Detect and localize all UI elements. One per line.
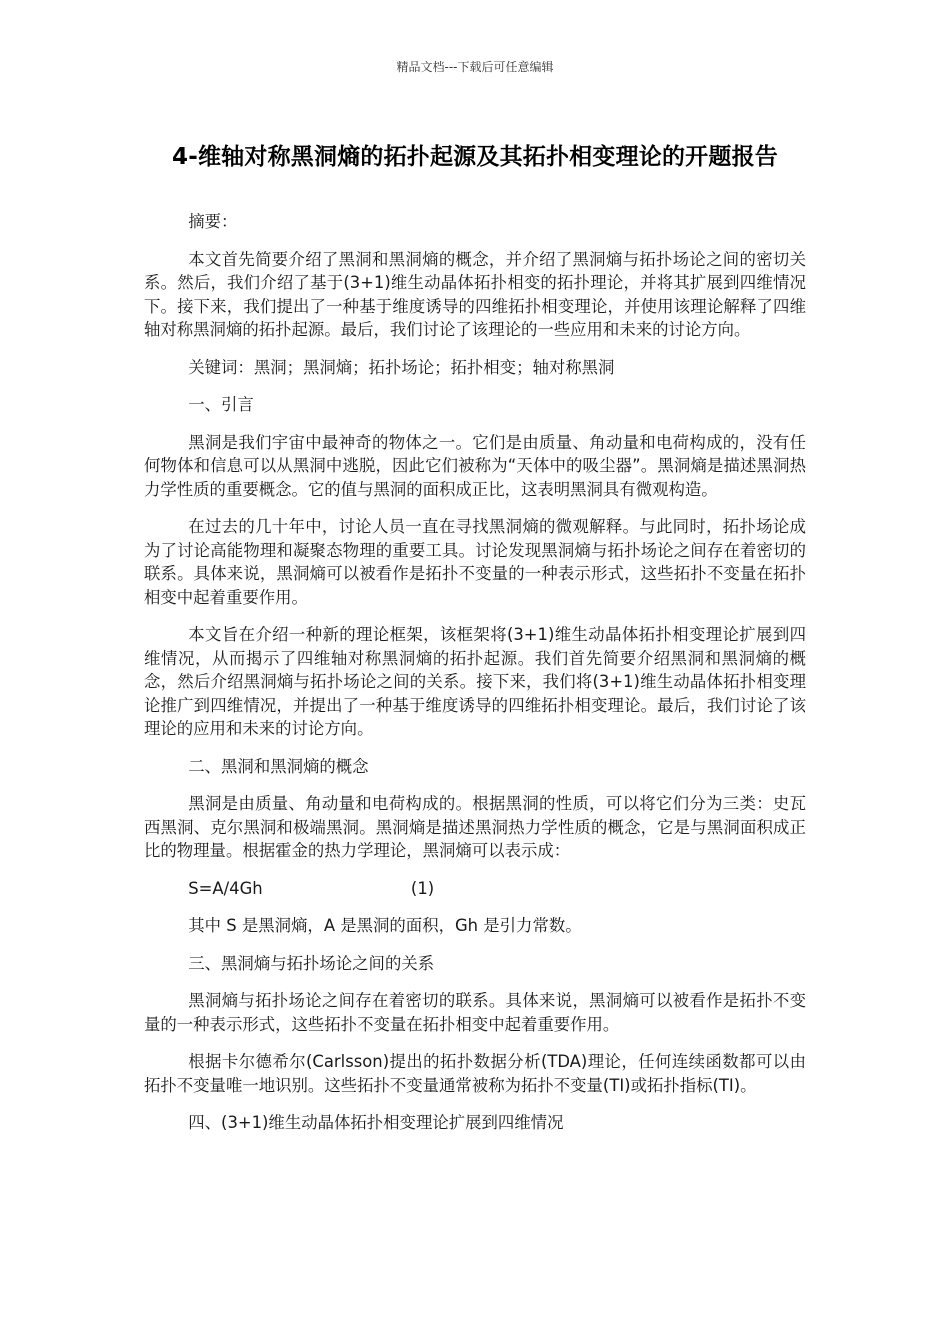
- header-note: 精品文档---下载后可任意编辑: [396, 60, 554, 74]
- section-heading-black-hole-concepts: 二、黑洞和黑洞熵的概念: [188, 756, 369, 776]
- section-heading-four-dimensional: 四、(3+1)维生动晶体拓扑相变理论扩展到四维情况: [188, 1113, 564, 1132]
- introduction-paragraph-2: 在过去的几十年中，讨论人员一直在寻找黑洞熵的微观解释。与此同时，拓扑场论成为了讨论高能物理和凝聚态物理的重要工具。讨论发现黑洞熵与拓扑场论之间存在着密切的联系。具体来说，黑洞熵可以被看作是拓扑不变量的一种表示形式，这些拓扑不变量在拓扑相变中起着重要作用。: [144, 517, 806, 607]
- keywords-line: 关键词：黑洞；黑洞熵；拓扑场论；拓扑相变；轴对称黑洞: [188, 357, 615, 377]
- relation-paragraph-1: 黑洞熵与拓扑场论之间存在着密切的联系。具体来说，黑洞熵可以被看作是拓扑不变量的一种表示形式，这些拓扑不变量在拓扑相变中起着重要作用。: [144, 991, 806, 1034]
- section-heading-entropy-topology: 三、黑洞熵与拓扑场论之间的关系: [188, 953, 435, 973]
- introduction-paragraph-1: 黑洞是我们宇宙中最神奇的物体之一。它们是由质量、角动量和电荷构成的，没有任何物体和信息可以从黑洞中逃脱，因此它们被称为“天体中的吸尘器”。黑洞熵是描述黑洞热力学性质的重要概念。它的值与黑洞的面积成正比，这表明黑洞具有微观构造。: [144, 432, 806, 499]
- abstract-paragraph: 本文首先简要介绍了黑洞和黑洞熵的概念，并介绍了黑洞熵与拓扑场论之间的密切关系。然后，我们介绍了基于(3+1)维生动晶体拓扑相变的拓扑理论，并将其扩展到四维情况下。接下来，我们提出了一种基于维度诱导的四维拓扑相变理论，并使用该理论解释了四维轴对称黑洞熵的拓扑起源。最后，我们讨论了该理论的一些应用和未来的讨论方向。: [144, 249, 806, 339]
- formula-line: [144, 877, 806, 901]
- document-title: 4-维轴对称黑洞熵的拓扑起源及其拓扑相变理论的开题报告: [172, 144, 778, 170]
- formula-number: (1): [410, 878, 435, 898]
- section-heading-introduction: 一、引言: [188, 395, 254, 414]
- concepts-paragraph-1: 黑洞是由质量、角动量和电荷构成的。根据黑洞的性质，可以将它们分为三类：史瓦西黑洞、克尔黑洞和极端黑洞。黑洞熵是描述黑洞热力学性质的概念，它是与黑洞面积成正比的物理量。根据霍金的热力学理论，黑洞熵可以表示成：: [144, 794, 806, 860]
- concepts-paragraph-2: 其中 S 是黑洞熵，A 是黑洞的面积，Gh 是引力常数。: [188, 916, 582, 935]
- formula: S=A/4Gh: [188, 878, 263, 898]
- introduction-paragraph-3: 本文旨在介绍一种新的理论框架，该框架将(3+1)维生动晶体拓扑相变理论扩展到四维情况，从而揭示了四维轴对称黑洞熵的拓扑起源。我们首先简要介绍黑洞和黑洞熵的概念，然后介绍黑洞熵与拓扑场论之间的关系。接下来，我们将(3+1)维生动晶体拓扑相变理论推广到四维情况，并提出了一种基于维度诱导的四维拓扑相变理论。最后，我们讨论了该理论的应用和未来的讨论方向。: [144, 625, 806, 738]
- document-body: [144, 210, 806, 1149]
- relation-paragraph-2: 根据卡尔德希尔(Carlsson)提出的拓扑数据分析(TDA)理论，任何连续函数都可以由拓扑不变量唯一地识别。这些拓扑不变量通常被称为拓扑不变量(TI)或拓扑指标(TI)。: [144, 1052, 806, 1095]
- abstract-heading: 摘要：: [188, 212, 238, 231]
